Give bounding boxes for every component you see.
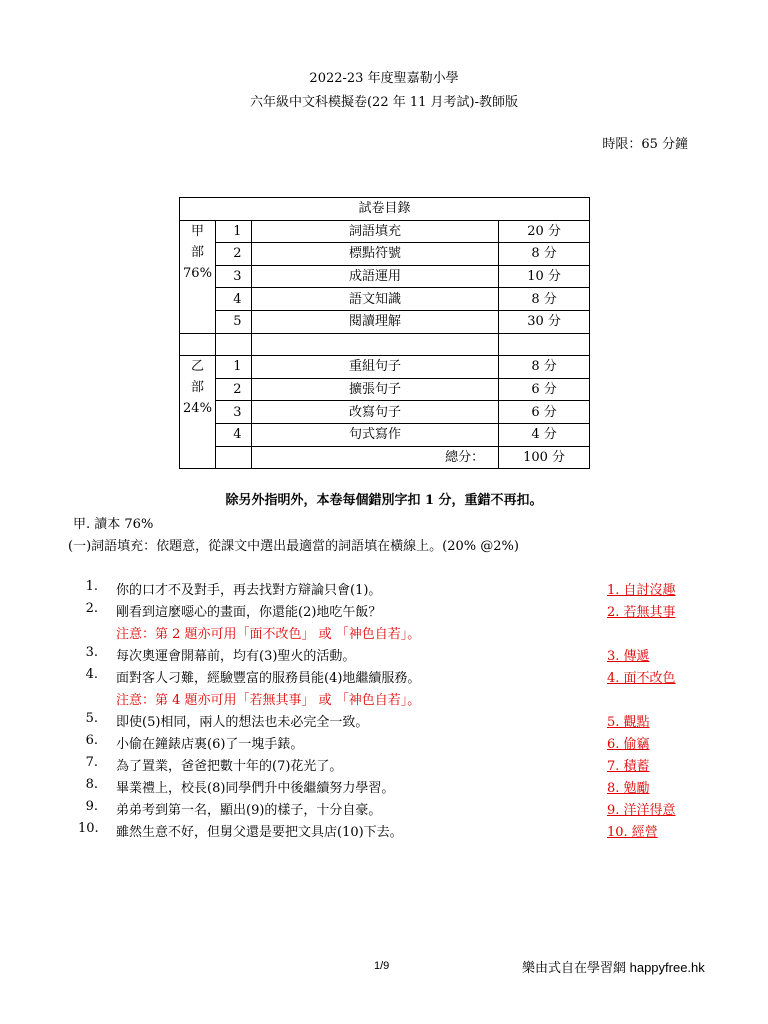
part-b-label-line: 乙 [190, 359, 204, 375]
question-number: 2. [85, 601, 98, 616]
question-text: 你的口才不及對手，再去找對方辯論只會(1)。 [116, 583, 382, 598]
note-q4: 注意：第 4 題亦可用「若無其事」 或 「神色自若」。 [116, 693, 421, 708]
toc-score: 10 分 [499, 265, 590, 288]
toc-name: 語文知識 [251, 288, 498, 311]
toc-row [180, 288, 590, 311]
question-number: 5. [85, 711, 98, 726]
toc-title-row [180, 198, 590, 221]
question-answer: 2. 若無其事 [607, 605, 676, 620]
part-b-label-line: 部 [190, 380, 204, 396]
toc-name: 成語運用 [251, 265, 498, 288]
question-answer: 1. 自討沒趣 [607, 583, 676, 598]
question-text: 畢業禮上，校長(8)同學們升中後繼續努力學習。 [116, 781, 395, 796]
part-a-label-line: 甲 [190, 223, 204, 239]
question-text: 即使(5)相同，兩人的想法也未必完全一致。 [116, 715, 369, 730]
question-number: 4. [85, 667, 98, 682]
toc-row [180, 265, 590, 288]
toc-name: 句式寫作 [251, 423, 498, 446]
part-a-percent: 76% [183, 265, 212, 281]
toc-name: 閱讀理解 [251, 310, 498, 333]
toc-row [180, 378, 590, 401]
question-number: 6. [85, 733, 98, 748]
toc-no: 1 [215, 220, 251, 243]
part-b-label [180, 356, 216, 446]
toc-no: 3 [215, 401, 251, 424]
toc-title: 試卷目錄 [180, 198, 590, 221]
toc-row [180, 423, 590, 446]
deduction-notice: 除另外指明外，本卷每個錯別字扣 1 分，重錯不再扣。 [225, 493, 543, 508]
toc-score: 30 分 [499, 310, 590, 333]
question-text: 面對客人刁難，經驗豐富的服務員能(4)地繼續服務。 [116, 671, 421, 686]
footer-source: 樂由式自在學習網 happyfree.hk [522, 960, 705, 975]
question-answer: 5. 觀點 [607, 715, 650, 730]
toc-name: 改寫句子 [251, 401, 498, 424]
toc-no: 2 [215, 378, 251, 401]
question-text: 剛看到這麼噁心的畫面，你還能(2)地吃午飯？ [116, 605, 382, 620]
toc-score: 8 分 [499, 356, 590, 379]
question-answer: 10. 經營 [607, 825, 658, 840]
question-number: 8. [85, 777, 98, 792]
total-score: 100 分 [499, 446, 590, 469]
toc-score: 4 分 [499, 423, 590, 446]
toc-no: 2 [215, 243, 251, 266]
toc-no: 3 [215, 265, 251, 288]
question-number: 9. [85, 799, 98, 814]
question-text: 小偷在鐘錶店裏(6)了一塊手錶。 [116, 737, 304, 752]
total-label: 總分： [251, 446, 498, 469]
toc-score: 20 分 [499, 220, 590, 243]
question-answer: 6. 偷竊 [607, 737, 650, 752]
question-number: 1. [85, 579, 98, 594]
paper-title: 六年級中文科模擬卷(22 年 11 月考試)-教師版 [249, 95, 519, 110]
question-text: 每次奧運會開幕前，均有(3)聖火的活動。 [116, 649, 356, 664]
part-a-label-line: 部 [190, 244, 204, 260]
part-a-label [180, 220, 216, 333]
question-text: 為了置業，爸爸把數十年的(7)花光了。 [116, 759, 343, 774]
section-one-title: (一)詞語填充：依題意，從課文中選出最適當的詞語填在橫線上。(20% @2%) [68, 539, 519, 554]
toc-score: 6 分 [499, 378, 590, 401]
question-answer: 7. 積蓄 [607, 759, 650, 774]
toc-row [180, 401, 590, 424]
page-number: 1/9 [374, 960, 390, 972]
toc-score: 6 分 [499, 401, 590, 424]
toc-name: 擴張句子 [251, 378, 498, 401]
part-b-percent: 24% [183, 401, 212, 417]
note-q2: 注意：第 2 題亦可用「面不改色」 或 「神色自若」。 [116, 627, 421, 642]
question-answer: 3. 傳遞 [607, 649, 650, 664]
toc-no: 4 [215, 423, 251, 446]
toc-score: 8 分 [499, 243, 590, 266]
toc-no: 5 [215, 310, 251, 333]
toc-name: 重組句子 [251, 356, 498, 379]
toc-name: 標點符號 [251, 243, 498, 266]
question-text: 弟弟考到第一名，顯出(9)的樣子，十分自豪。 [116, 803, 382, 818]
question-number: 7. [85, 755, 98, 770]
toc-total-row [180, 446, 590, 469]
toc-row [180, 220, 590, 243]
toc-score: 8 分 [499, 288, 590, 311]
school-title: 2022-23 年度聖嘉勒小學 [309, 71, 459, 86]
question-answer: 8. 勉勵 [607, 781, 650, 796]
toc-row [180, 356, 590, 379]
question-text: 雖然生意不好，但舅父還是要把文具店(10)下去。 [116, 825, 403, 840]
toc-no: 4 [215, 288, 251, 311]
toc-name: 詞語填充 [251, 220, 498, 243]
question-number: 10. [78, 821, 99, 836]
question-number: 3. [85, 645, 98, 660]
question-answer: 9. 洋洋得意 [607, 803, 676, 818]
toc-row [180, 243, 590, 266]
toc-table [179, 197, 590, 469]
toc-no: 1 [215, 356, 251, 379]
toc-row [180, 310, 590, 333]
question-answer: 4. 面不改色 [607, 671, 676, 686]
toc-spacer-row [180, 333, 590, 356]
section-a-heading: 甲. 讀本 76% [73, 517, 154, 532]
time-limit: 時限：65 分鐘 [602, 137, 688, 152]
